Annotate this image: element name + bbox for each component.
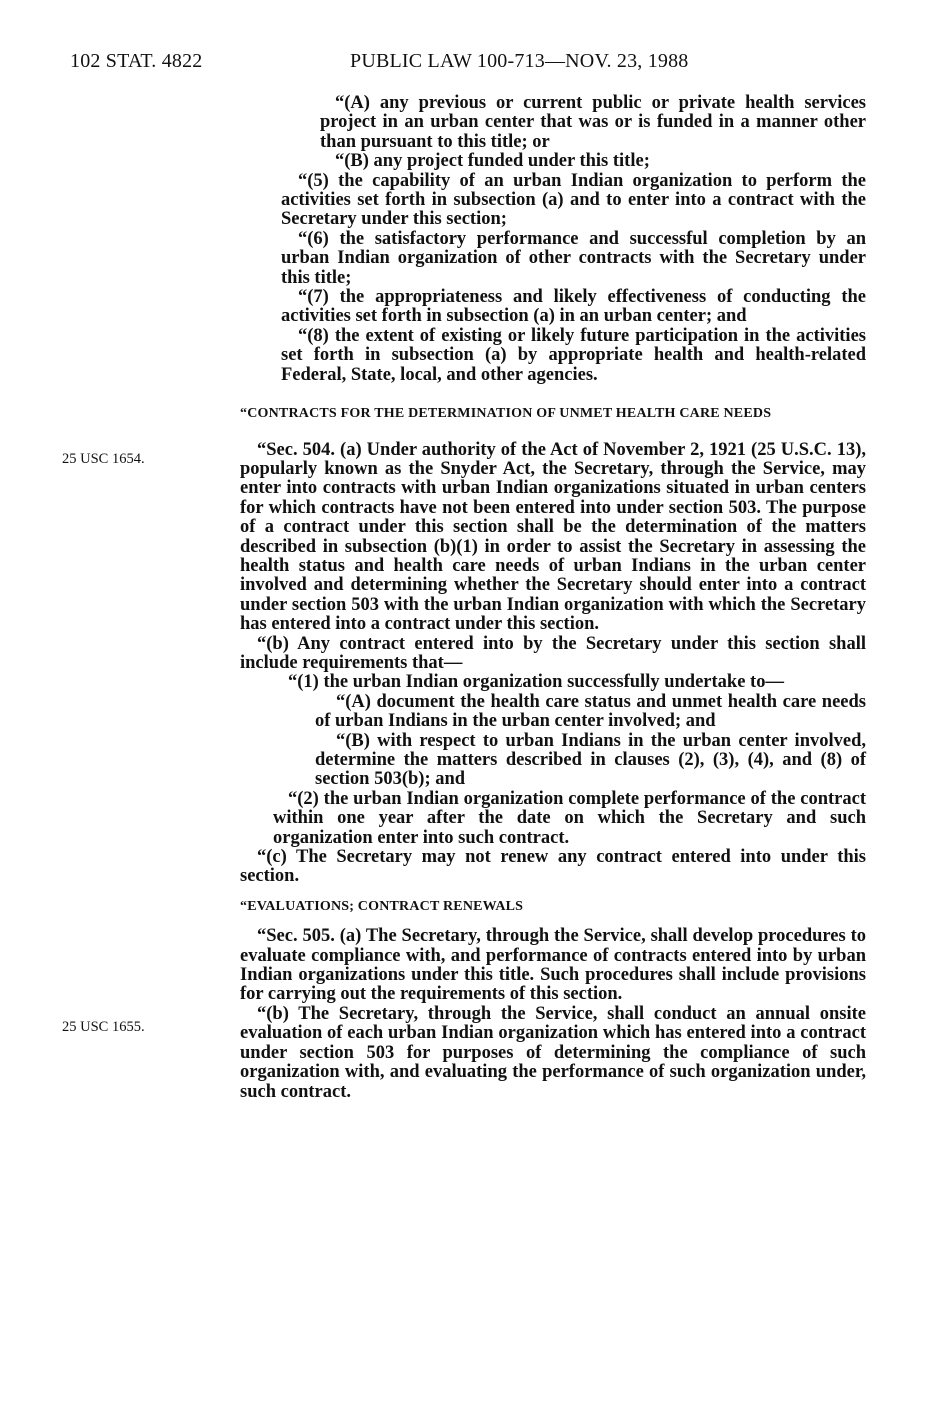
paragraph-clause-7: “(7) the appropriateness and likely effectiveness of conducting the activities set forth in subsection (a) in an urban center; and xyxy=(281,287,866,327)
public-law-citation: PUBLIC LAW 100-713—NOV. 23, 1988 xyxy=(350,50,689,72)
section-504-c: “(c) The Secretary may not renew any contract entered into under this section. xyxy=(240,847,866,887)
section-504-b: “(b) Any contract entered into by the Secretary under this section shall include requirements that— xyxy=(240,633,866,673)
section-504-b-2: “(2) the urban Indian organization complete performance of the contract within one year after the date on which the Secretary and such organization enter into such contract. xyxy=(273,788,866,848)
margin-note-1655: 25 USC 1655. xyxy=(62,1019,145,1035)
section-504-b-1-a: “(A) document the health care status and unmet health care needs of urban Indians in the urban center involved; and xyxy=(315,691,866,732)
paragraph-clause-6: “(6) the satisfactory performance and successful completion by an urban Indian organization of other contracts with the Secretary under this title; xyxy=(281,228,866,288)
section-504-a: “Sec. 504. (a) Under authority of the Act of November 2, 1921 (25 U.S.C. 13), popularly known as the Snyder Act, the Secretary, through the Service, may enter into contracts with urban Indian organizations situated in urban centers for which contracts have not been entered into under section 503. The purpose of a contract under this section shall be the determination of the matters described in subsection (b)(1) in order to assist the Secretary in assessing the health status and health care needs of urban Indians in the urban center involved and determining whether the Secretary should enter into a contract under section 503 with the urban Indian organization with which the Secretary has entered into a contract under this section. xyxy=(240,439,866,635)
section-heading-505: “EVALUATIONS; CONTRACT RENEWALS xyxy=(240,898,524,914)
paragraph-clause-8: “(8) the extent of existing or likely future participation in the activities set forth in subsection (a) by appropriate health and health-related Federal, State, local, and other agencies. xyxy=(281,325,866,385)
section-504-b-1-b: “(B) with respect to urban Indians in the urban center involved, determine the matters described in clauses (2), (3), (4), and (8) of section 503(b); and xyxy=(315,730,866,790)
page-header xyxy=(70,50,770,80)
statute-page-number: 102 STAT. 4822 xyxy=(70,50,203,72)
body-text xyxy=(240,94,866,1102)
section-504-b-1: “(1) the urban Indian organization successfully undertake to— xyxy=(288,672,784,693)
section-505-b: “(b) The Secretary, through the Service, shall conduct an annual onsite evaluation of each urban Indian organization which has entered into a contract under section 503 for purposes of determining the compliance of such organization with, and evaluating the performance of such organization under, such contract. xyxy=(240,1003,866,1102)
margin-note-1654: 25 USC 1654. xyxy=(62,451,145,467)
paragraph-clause-4a: “(A) any previous or current public or private health services project in an urban center that was or is funded in a manner other than pursuant to this title; or xyxy=(320,93,866,152)
paragraph-clause-4b: “(B) any project funded under this title; xyxy=(335,151,650,172)
paragraph-clause-5: “(5) the capability of an urban Indian organization to perform the activities set forth in subsection (a) and to enter into a contract with the Secretary under this section; xyxy=(281,170,866,230)
section-505-a: “Sec. 505. (a) The Secretary, through the Service, shall develop procedures to evaluate compliance with, and performance of contracts entered into by urban Indian organizations under this title. Such procedures shall include provisions for carrying out the requirements of this section. xyxy=(240,926,866,1005)
section-heading-504: “CONTRACTS FOR THE DETERMINATION OF UNMET HEALTH CARE NEEDS xyxy=(240,406,772,422)
